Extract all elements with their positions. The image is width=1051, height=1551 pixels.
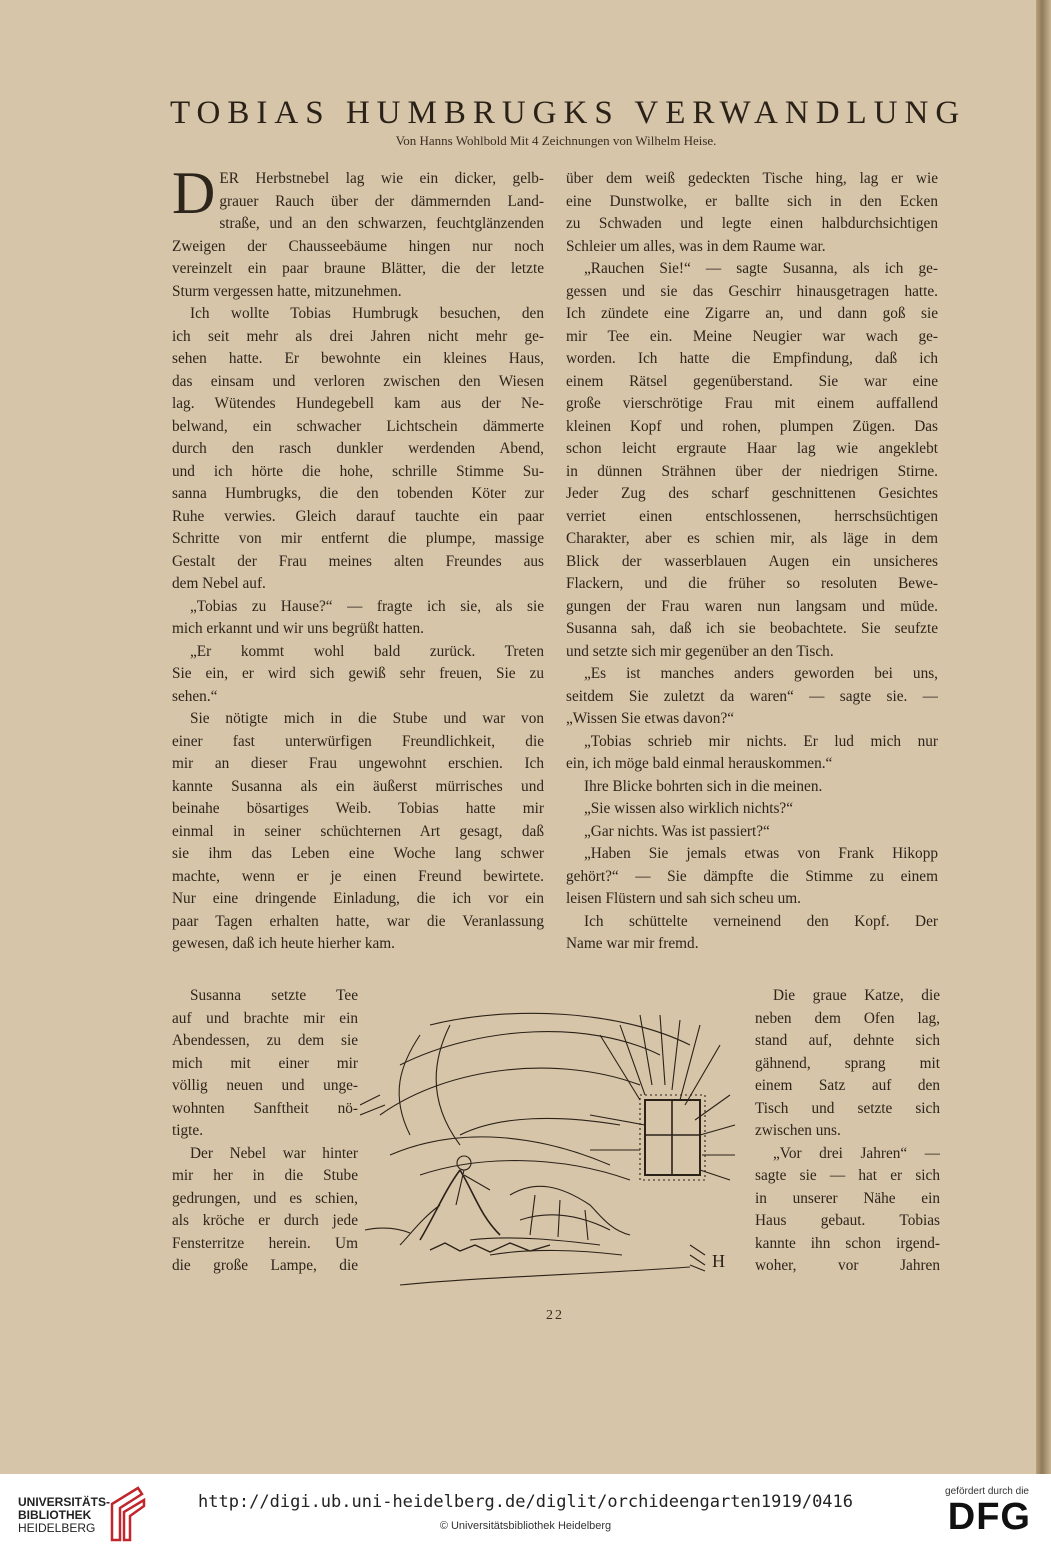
right-column-line: „Es ist manches anders geworden bei uns,	[584, 665, 938, 682]
left-narrow-line: tigte.	[172, 1122, 204, 1139]
right-column-line: „Rauchen Sie!“ — sagte Susanna, als ich ge-	[584, 260, 938, 277]
right-narrow-line: woher, vor Jahren	[755, 1257, 940, 1274]
right-column-line: Name war mir fremd.	[566, 935, 699, 952]
right-column-line: gehört?“ — Sie dämpfte die Stimme zu einem	[566, 867, 938, 885]
right-narrow-line: einem Satz auf den	[755, 1077, 940, 1094]
right-narrow-line: gähnend, sprang mit	[755, 1054, 940, 1072]
left-column-line: Sie nötigte mich in die Stube und war von	[190, 710, 544, 727]
left-column-line: Ich wollte Tobias Humbrugk besuchen, den	[190, 305, 544, 322]
right-column-line: Susanna sah, daß ich sie beobachtete. Sie seufzte	[566, 620, 938, 637]
left-column-line: ER Herbstnebel lag wie ein dicker, gelb-	[219, 170, 544, 187]
left-narrow-line: wohnten Sanftheit nö-	[172, 1099, 358, 1117]
right-column-line: worden. Ich hatte die Empfindung, daß ich	[566, 350, 938, 367]
right-column-line: Schleier um alles, was in dem Raume war.	[566, 237, 826, 255]
left-column-line: lag. Wütendes Hundegebell kam aus der Ne-	[172, 395, 544, 412]
right-column-line: „Gar nichts. Was ist passiert?“	[584, 822, 770, 840]
left-narrow-line: völlig neuen und unge-	[172, 1077, 358, 1094]
illustration-monogram: H	[712, 1251, 725, 1271]
right-column-line: einem Rätsel gegenüberstand. Sie war eine	[566, 372, 938, 390]
funding-caption: gefördert durch die	[945, 1486, 1029, 1497]
left-column-line: einer fast unterwürfigen Freundlichkeit, die	[172, 732, 544, 750]
left-column-line: Nur eine dringende Einladung, die ich vor ein	[172, 890, 544, 907]
left-column-line: und ich hörte die hohe, schrille Stimme Su-	[172, 462, 544, 480]
right-column-line: kleinen Kopf und rohen, plumpen Zügen. Das	[566, 417, 938, 435]
right-column-line: Ich zündete eine Zigarre an, und dann goß sie	[566, 305, 938, 322]
copyright-notice: © Universitätsbibliothek Heidelberg	[439, 1520, 612, 1532]
left-column-line: ich seit mehr als drei Jahren nicht mehr ge-	[172, 327, 544, 345]
article-title: TOBIAS HUMBRUGKS VERWANDLUNG	[170, 95, 967, 131]
right-column-line: verriet einen entschlossenen, herrschsüchtigen	[566, 507, 938, 525]
left-narrow-line: gedrungen, und es schien,	[172, 1189, 358, 1207]
right-narrow-line: kannte ihn schon irgend-	[755, 1234, 940, 1252]
left-narrow-line: mir her in die Stube	[172, 1167, 358, 1184]
right-column-line: Ich schüttelte verneinend den Kopf. Der	[584, 912, 938, 930]
right-column-line: „Tobias schrieb mir nichts. Er lud mich nur	[584, 732, 938, 750]
right-narrow-line: zwischen uns.	[755, 1122, 841, 1139]
left-narrow-line: die große Lampe, die	[172, 1257, 358, 1274]
left-column-line: das einsam und verloren zwischen den Wiesen	[172, 372, 544, 390]
left-column-line: dem Nebel auf.	[172, 575, 266, 592]
library-line-3: HEIDELBERG	[18, 1521, 96, 1535]
right-narrow-line: Die graue Katze, die	[773, 987, 940, 1004]
right-narrow-line: Tisch und setzte sich	[755, 1099, 940, 1117]
right-column-line: leisen Flüstern und sah sich scheu um.	[566, 890, 801, 907]
footer-bar	[0, 1474, 1051, 1551]
right-column-line: große vierschrötige Frau mit einem auffallend	[566, 395, 938, 412]
left-narrow-line: Susanna setzte Tee	[190, 987, 358, 1004]
left-column-line: mich erkannt und wir uns begrüßt hatten.	[172, 620, 424, 637]
left-column-line: Ruhe verwies. Gleich darauf tauchte ein paar	[172, 507, 544, 525]
left-column-line: sehen.“	[172, 687, 218, 705]
article-byline: Von Hanns Wohlbold Mit 4 Zeichnungen von Wilhelm Heise.	[395, 133, 717, 148]
right-column-line: zu Schwaden und legte einen halbdurchsichtigen	[566, 215, 938, 232]
right-column-line: schon leicht ergraute Haar lag wie angeklebt	[566, 440, 938, 457]
right-column-line: mir Tee ein. Meine Neugier war wach ge-	[566, 327, 938, 345]
left-column-line: straße, und an den schwarzen, feuchtglänzenden	[219, 215, 544, 232]
page-edge	[1036, 0, 1051, 1474]
right-column-line: Jeder Zug des scharf geschnittenen Gesichtes	[566, 485, 938, 502]
right-column-line: Blick der wasserblauen Augen ein unsicheres	[566, 552, 938, 570]
illustration	[360, 1005, 752, 1290]
left-column-line: vereinzelt ein paar braune Blätter, die der letzte	[172, 260, 544, 277]
right-column-line: „Wissen Sie etwas davon?“	[566, 710, 735, 727]
library-line-1: UNIVERSITÄTS-	[18, 1495, 111, 1509]
left-column-line: machte, wenn er je einen Freund bewirtete.	[172, 867, 544, 885]
right-narrow-line: „Vor drei Jahren“ —	[773, 1144, 940, 1162]
permalink-url[interactable]: http://digi.ub.uni-heidelberg.de/diglit/orchideengarten1919/0416	[197, 1492, 854, 1512]
left-narrow-line: Fensterritze herein. Um	[172, 1234, 358, 1252]
right-column-line: Ihre Blicke bohrten sich in die meinen.	[584, 777, 823, 795]
left-narrow-line: Der Nebel war hinter	[190, 1144, 358, 1162]
right-narrow-line: neben dem Ofen lag,	[755, 1009, 940, 1027]
left-column-line: beinahe bösartiges Weib. Tobias hatte mir	[172, 800, 544, 817]
left-column-line: Sturm vergessen hatte, mitzunehmen.	[172, 282, 402, 300]
left-narrow-line: als kröche er durch jede	[172, 1212, 358, 1229]
right-column-line: gessen und sie das Geschirr hinausgetragen hatte.	[566, 282, 938, 300]
left-column-line: Sie ein, er wird sich gewiß sehr freuen, Sie zu	[172, 665, 544, 682]
left-column	[172, 160, 544, 956]
left-narrow-column	[172, 985, 358, 1278]
right-column-line: Charakter, aber es schien mir, als läge in dem	[566, 530, 938, 547]
right-column-line: „Haben Sie jemals etwas von Frank Hikopp	[584, 845, 938, 862]
left-column-line: kannte Susanna als ein äußerst mürrisches und	[172, 777, 544, 795]
right-narrow-line: in unserer Nähe ein	[755, 1189, 940, 1207]
drop-cap: D	[172, 160, 216, 226]
left-column-line: Schritte von mir entfernt die plumpe, massige	[172, 530, 544, 547]
left-column-line: sehen hatte. Er bewohnte ein kleines Haus,	[172, 350, 544, 367]
library-line-2: BIBLIOTHEK	[18, 1508, 92, 1522]
page-number: 22	[546, 1308, 564, 1323]
right-column-line: Flackern, und die früher so resoluten Bewe-	[566, 575, 938, 592]
right-column-line: gungen der Frau waren nun langsam und müde.	[566, 597, 938, 615]
left-column-line: Gestalt der Frau meines alten Freundes aus	[172, 552, 544, 570]
left-column-line: belwand, ein schwacher Lichtschein dämmerte	[172, 417, 544, 435]
left-column-line: sie ihm das Leben eine Woche lang schwer	[172, 845, 544, 862]
left-column-line: grauer Rauch über der dämmernden Land-	[219, 192, 544, 210]
left-column-line: gewesen, daß ich heute hierher kam.	[172, 935, 395, 952]
right-narrow-line: stand auf, dehnte sich	[755, 1032, 940, 1049]
right-column-line: „Sie wissen also wirklich nichts?“	[584, 800, 794, 817]
right-column-line: in dünnen Strähnen über der niedrigen Stirne.	[566, 462, 938, 480]
left-narrow-line: Abendessen, zu dem sie	[172, 1032, 358, 1049]
right-column-line: seitdem Sie zuletzt da waren“ — sagte sie. —	[566, 687, 938, 705]
dfg-logo[interactable]: DFG	[947, 1496, 1031, 1538]
left-column-line: durch den rasch dunkler werdenden Abend,	[172, 440, 544, 457]
right-column-line: über dem weiß gedeckten Tische hing, lag er wie	[566, 170, 938, 187]
right-column	[566, 168, 938, 956]
right-narrow-line: Haus gebaut. Tobias	[755, 1212, 940, 1229]
left-column-line: sanna Humbrugks, die den tobenden Köter zur	[172, 485, 544, 502]
right-narrow-line: sagte sie — hat er sich	[755, 1167, 940, 1184]
right-column-line: eine Dunstwolke, er ballte sich in den Ecken	[566, 192, 938, 210]
left-narrow-line: mich mit einer mir	[172, 1054, 358, 1072]
left-column-line: „Tobias zu Hause?“ — fragte ich sie, als sie	[190, 597, 544, 615]
left-column-line: einmal in seiner schüchternen Art gesagt, daß	[172, 822, 544, 840]
right-column-line: ein, ich möge bald einmal herauskommen.“	[566, 755, 833, 772]
left-column-line: „Er kommt wohl bald zurück. Treten	[190, 642, 544, 660]
right-narrow-column	[755, 985, 940, 1278]
left-narrow-line: auf und brachte mir ein	[172, 1009, 358, 1027]
left-column-line: mir an dieser Frau ungewohnt erschien. Ich	[172, 755, 544, 772]
left-column-line: paar Tagen erhalten hatte, war die Veranlassung	[172, 912, 544, 930]
left-column-line: Zweigen der Chausseebäume hingen nur noch	[172, 237, 544, 255]
right-column-line: und setzte sich mir gegenüber an den Tisch.	[566, 642, 834, 660]
